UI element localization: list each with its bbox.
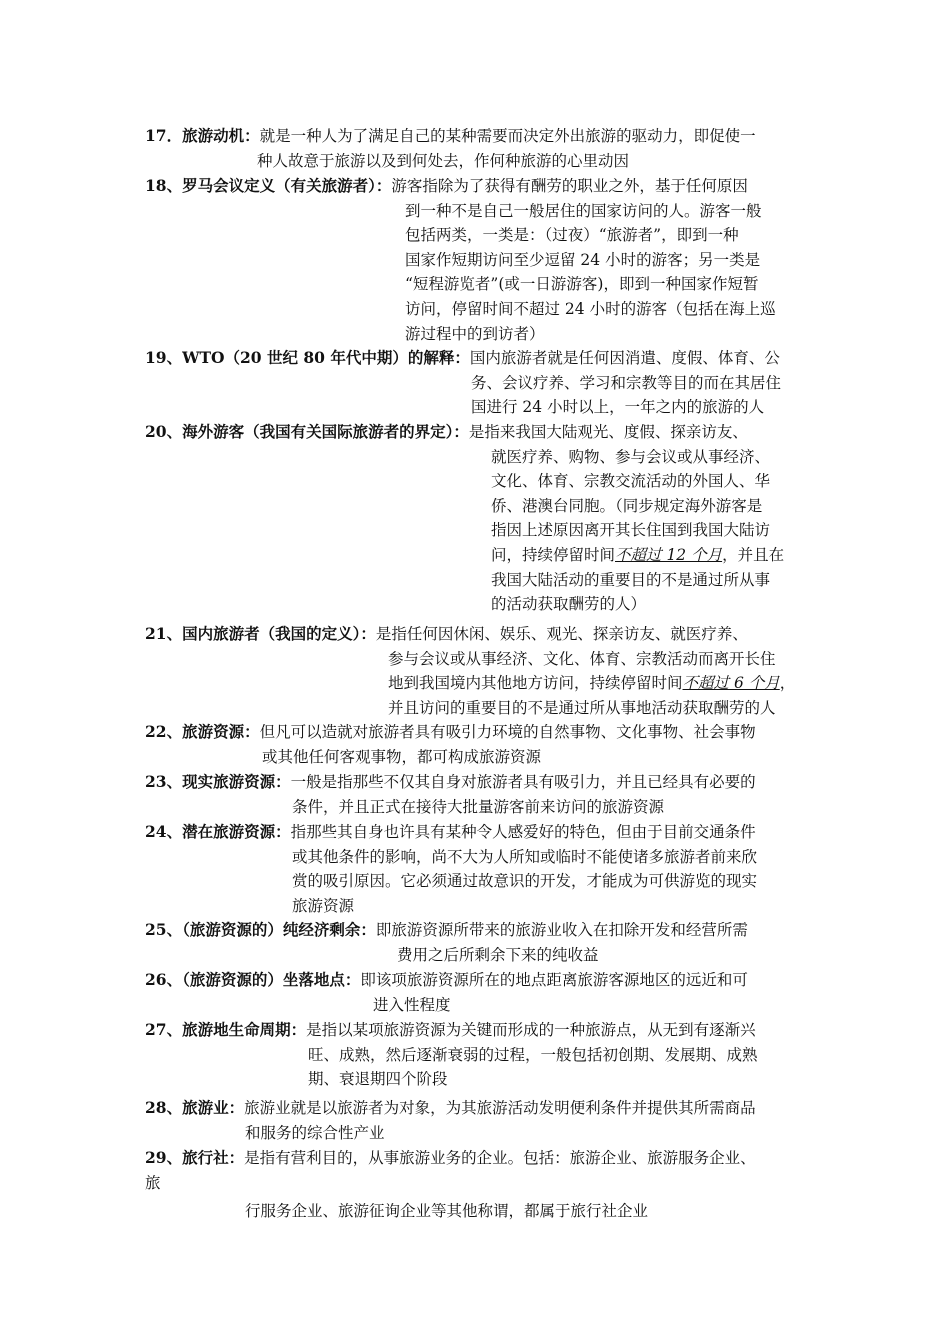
entry-29: 29、旅行社：是指有营利目的，从事旅游业务的企业。包括：旅游企业、旅游服务企业、 旅 行服务企业、旅游征询企业等其他称谓，都属于旅行社企业 [145,1148,756,1221]
entry-18: 18、罗马会议定义（有关旅游者）：游客指除为了获得有酬劳的职业之外，基于任何原因 到一种不是自己一般居住的国家访问的人。游客一般 包括两类，一类是：（过夜）“旅游者”，即到一种 国家作短期访问至少逗留 24 小时的游客；另一类是 “短程游览者”(或一日游游客)，即到一种国家作短暂 访问，停留时间不超过 24 小时的游客（包括在海上巡 游过程中的到访者） [145,176,776,343]
entry-label: 18、罗马会议定义（有关旅游者）： [145,176,392,195]
entry-label: 28、旅游业： [145,1098,245,1117]
entry-label: 23、现实旅游资源： [145,772,291,791]
stay-limit-emphasis: 不超过 6 个月 [682,674,780,693]
entry-26: 26、（旅游资源的）坐落地点：即该项旅游资源所在的地点距离旅游客源地区的远近和可 进入性程度 [145,970,748,1014]
entry-17: 17．旅游动机：就是一种人为了满足自己的某种需要而决定外出旅游的驱动力，即促使一 种人故意于旅游以及到何处去，作何种旅游的心里动因 [145,126,756,170]
entry-label: 29、旅行社： [145,1148,245,1167]
entry-label: 22、旅游资源： [145,722,260,741]
entry-24: 24、潜在旅游资源：指那些其自身也许具有某种令人感爱好的特色，但由于目前交通条件 或其他条件的影响，尚不大为人所知或临时不能使诸多旅游者前来欣 赏的吸引原因。它必须通过故意识的开发，才能成为可供游览的现实 旅游资源 [145,822,758,915]
entry-label: 19、WTO（20 世纪 80 年代中期）的解释： [145,348,470,367]
entry-label: 21、国内旅游者（我国的定义）： [145,624,376,643]
entry-27: 27、旅游地生命周期：是指以某项旅游资源为关键而形成的一种旅游点，从无到有逐渐兴 旺、成熟，然后逐渐衰弱的过程，一般包括初创期、发展期、成熟 期、衰退期四个阶段 [145,1020,758,1089]
entry-label: 26、（旅游资源的）坐落地点： [145,970,361,989]
entry-label: 17．旅游动机： [145,126,260,145]
entry-23: 23、现实旅游资源：一般是指那些不仅其自身对旅游者具有吸引力，并且已经具有必要的 条件，并且正式在接待大批量游客前来访问的旅游资源 [145,772,756,816]
entry-22: 22、旅游资源：但凡可以造就对旅游者具有吸引力环境的自然事物、文化事物、社会事物 或其他任何客观事物，都可构成旅游资源 [145,722,756,766]
entry-label: 24、潜在旅游资源： [145,822,291,841]
entry-21: 21、国内旅游者（我国的定义）：是指任何因休闲、娱乐、观光、探亲访友、就医疗养、 参与会议或从事经济、文化、体育、宗教活动而离开长住 地到我国境内其他地方访问，持续停留时间不超过 6 个月， 并且访问的重要目的不是通过所从事地活动获取酬劳的人 [145,624,796,717]
entry-25: 25、（旅游资源的）纯经济剩余：即旅游资源所带来的旅游业收入在扣除开发和经营所需 费用之后所剩余下来的纯收益 [145,920,748,964]
entry-label: 20、海外游客（我国有关国际旅游者的界定）： [145,422,469,441]
entry-19: 19、WTO（20 世纪 80 年代中期）的解释：国内旅游者就是任何因消遣、度假、体育、公 务、会议疗养、学习和宗教等目的而在其居住 国进行 24 小时以上，一年之内的旅游的人 [145,348,782,417]
entry-28: 28、旅游业：旅游业就是以旅游者为对象，为其旅游活动发明便利条件并提供其所需商品 和服务的综合性产业 [145,1098,756,1142]
entry-20: 20、海外游客（我国有关国际旅游者的界定）：是指来我国大陆观光、度假、探亲访友、 就医疗养、购物、参与会议或从事经济、 文化、体育、宗教交流活动的外国人、华 侨、港澳台同胞。（同步规定海外游客是 指因上述原因离开其长住国到我国大陆访 问，持续停留时间不超过 12 个月，并且在 我国大陆活动的重要目的不是通过所从事 的活动获取酬劳的人） [145,422,785,614]
entry-label: 25、（旅游资源的）纯经济剩余： [145,920,376,939]
entry-label: 27、旅游地生命周期： [145,1020,307,1039]
stay-limit-emphasis: 不超过 12 个月 [615,545,723,564]
